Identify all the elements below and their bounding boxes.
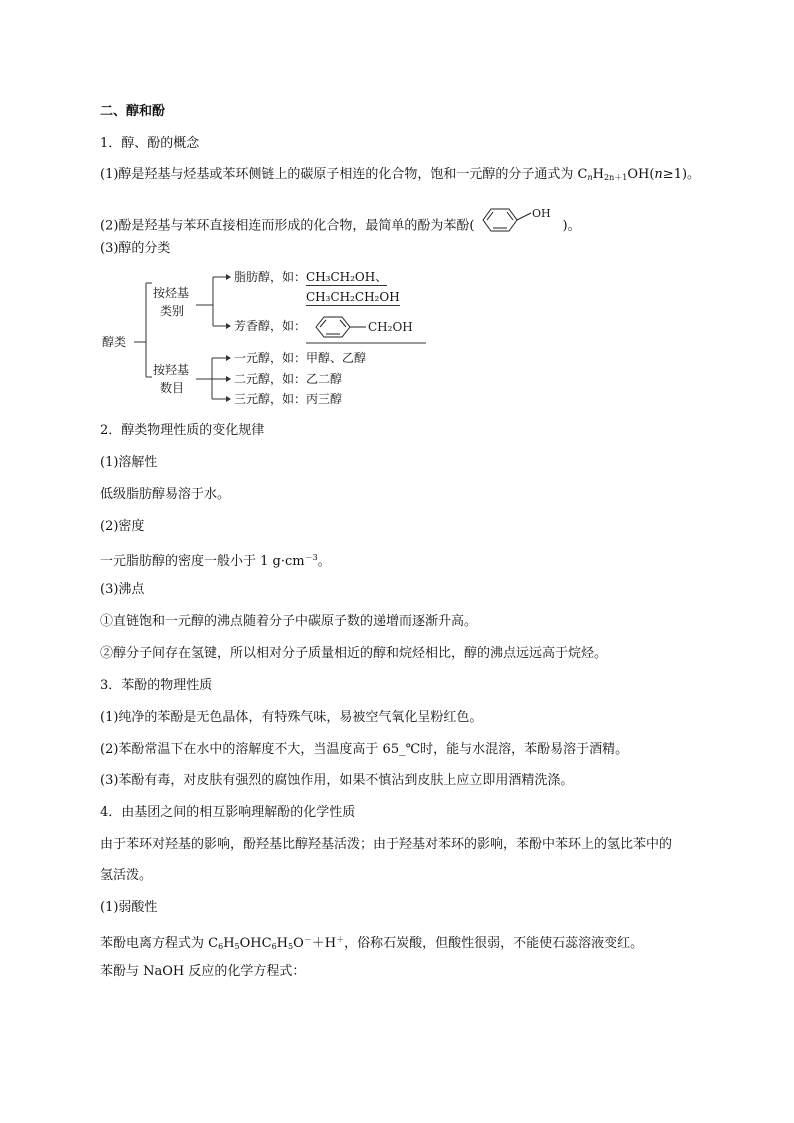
ion-g: ，俗称石炭酸，但酸性很弱，不能使石蕊溶液变红。 [344, 936, 644, 951]
density-text-end: 。 [317, 554, 331, 569]
chemical-paragraph-line-1: 由于苯环对羟基的影响，酚羟基比醇羟基活泼；由于羟基对苯环的影响，苯酚中苯环上的氢比苯中的 [100, 837, 673, 852]
aromatic-alcohol [234, 318, 306, 334]
ion-sub-5a: 5 [234, 942, 240, 951]
solubility-heading: (1)溶解性 [100, 455, 158, 470]
phenol-oh-label: OH [531, 207, 551, 220]
tree-root: 醇类 [102, 335, 127, 349]
branch-hydrocarbyl-l1: 按烃基 [153, 286, 190, 300]
aliphatic-example-2 [306, 289, 400, 305]
formula-cond-n: n [654, 167, 663, 182]
formula-sub-n: n [587, 173, 593, 182]
solubility-text: 低级脂肪醇易溶于水。 [100, 487, 231, 502]
ion-c: OHC [239, 936, 272, 951]
phenol-physical-heading: 3．苯酚的物理性质 [100, 678, 213, 693]
boiling-point-heading: (3)沸点 [100, 582, 145, 597]
naoh-reaction-line: 苯酚与 NaOH 反应的化学方程式： [100, 964, 306, 979]
ion-sup-plus: ＋ [336, 935, 345, 944]
density-exponent: －3 [304, 553, 318, 562]
density-heading: (2)密度 [100, 519, 145, 534]
formula-oh: OH( [627, 167, 655, 182]
ion-sub-6a: 6 [218, 942, 224, 951]
branch-hydroxyl-l2: 数目 [160, 381, 185, 395]
aliphatic-example-1: CH₃CH₂OH、 [306, 270, 388, 284]
trihydric-alcohol: 三元醇，如：丙三醇 [234, 392, 343, 406]
formula-sub-2n1: 2n＋1 [604, 173, 628, 182]
phenol-definition [100, 205, 581, 247]
ion-sup-minus: － [303, 935, 312, 944]
ion-d: H [276, 936, 289, 951]
alcohol-def-text: (1)醇是羟基与烃基或苯环侧链上的碳原子相连的化合物，饱和一元醇的分子通式为 C [100, 167, 588, 182]
formula-cond-rest: ≥1)。 [662, 167, 701, 182]
aliphatic-alcohol [234, 269, 387, 285]
ion-sub-5b: 5 [288, 942, 294, 951]
chemical-heading: 4．由基团之间的相互影响理解酚的化学性质 [100, 805, 356, 820]
formula-h: H [592, 167, 604, 182]
ionization-equation [100, 931, 643, 956]
branch-hydrocarbyl-l2: 类别 [160, 304, 185, 318]
physical-heading: 2．醇类物理性质的变化规律 [100, 423, 265, 438]
benzyl-structure-icon [310, 314, 428, 344]
concepts-heading: 1．醇、酚的概念 [100, 136, 200, 151]
aromatic-label: 芳香醇，如： [234, 319, 307, 333]
boiling-point-rule-2: ②醇分子间存在氢键，所以相对分子质量相近的醇和烷烃相比，醇的沸点远远高于烷烃。 [100, 646, 608, 661]
benzyl-group-label: CH₂OH [368, 320, 413, 334]
ion-f: ＋H [311, 936, 337, 951]
monohydric-alcohol: 一元醇，如：甲醇、乙醇 [234, 351, 367, 365]
phenol-def-text: (2)酚是羟基与苯环直接相连而形成的化合物，最简单的酚为苯酚( [100, 218, 475, 234]
chemical-paragraph-line-2: 氢活泼。 [100, 868, 153, 883]
phenol-physical-1: (1)纯净的苯酚是无色晶体，有特殊气味，易被空气氧化呈粉红色。 [100, 710, 483, 725]
classification-heading: (3)醇的分类 [100, 241, 171, 256]
alcohol-definition [100, 166, 700, 187]
aliphatic-example-2-text: CH₃CH₂CH₂OH [306, 290, 400, 304]
weak-acid-heading: (1)弱酸性 [100, 900, 158, 915]
boiling-point-rule-1: ①直链饱和一元醇的沸点随着分子中碳原子数的递增而逐渐升高。 [100, 614, 478, 629]
phenol-physical-3: (3)苯酚有毒，对皮肤有强烈的腐蚀作用，如果不慎沾到皮肤上应立即用酒精洗涤。 [100, 773, 574, 788]
dihydric-alcohol: 二元醇，如：乙二醇 [234, 372, 343, 386]
phenol-structure-icon [475, 205, 563, 247]
phenol-def-suffix: )。 [562, 218, 581, 234]
ion-sub-6b: 6 [271, 942, 277, 951]
density-text [100, 549, 331, 571]
phenol-physical-2: (2)苯酚常温下在水中的溶解度不大，当温度高于 65_℃时，能与水混溶，苯酚易溶于酒精。 [100, 742, 629, 757]
aliphatic-label: 脂肪醇，如： [234, 270, 307, 284]
section-title: 二、醇和酚 [100, 104, 166, 119]
density-text-main: 一元脂肪醇的密度一般小于 1 g·cm [100, 554, 305, 569]
branch-hydroxyl-l1: 按羟基 [153, 363, 190, 377]
ion-e: O [293, 936, 304, 951]
ion-b: H [223, 936, 235, 951]
ion-a: 苯酚电离方程式为 C [100, 936, 219, 951]
